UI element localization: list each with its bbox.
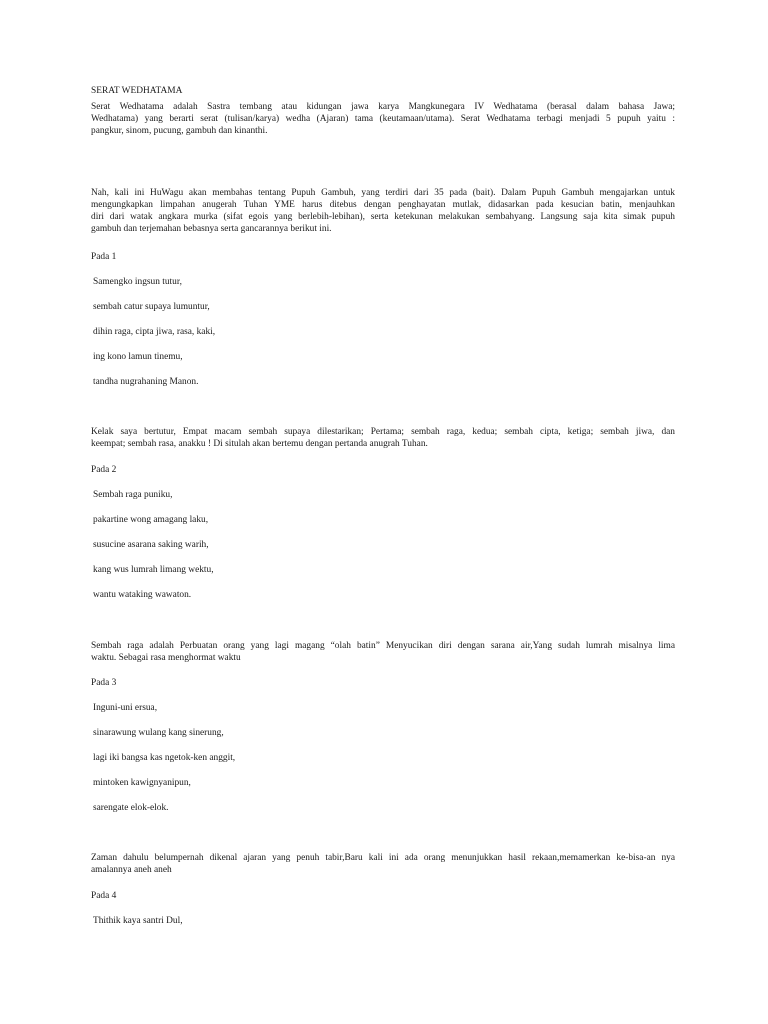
gambuh-intro-line: diri dari watak angkara murka (sifat egois yang berlebih-lebihan), serta ketekunan melakukan sembahyang. Langsung saja kita simak pupuh [91,212,675,222]
intro-line: Serat Wedhatama adalah Sastra tembang atau kidungan jawa karya Mangkunegara IV Wedhatama (berasal dalam bahasa Jawa; [91,102,675,112]
pada-heading: Pada 1 [91,252,117,262]
verse-line: tandha nugrahaning Manon. [93,377,199,387]
verse-line: wantu wataking wawaton. [93,590,192,600]
verse-line: dihin raga, cipta jiwa, rasa, kaki, [93,327,216,337]
verse-line: Thithik kaya santri Dul, [93,916,183,926]
explanation-line: waktu. Sebagai rasa menghormat waktu [91,653,241,663]
intro-line: Wedhatama) yang berarti serat (tulisan/karya) wedha (Ajaran) tama (keutamaan/utama). Serat Wedhatama terbagi menjadi 5 pupuh yaitu : [91,114,675,124]
gambuh-intro-paragraph [91,187,675,235]
explanation-line: Kelak saya bertutur, Empat macam sembah supaya dilestarikan; Pertama; sembah raga, kedua; sembah cipta, ketiga; sembah jiwa, dan [91,427,675,437]
verse-line: mintoken kawignyanipun, [93,778,191,788]
verse-line: kang wus lumrah limang wektu, [93,565,214,575]
verse-line: sembah catur supaya lumuntur, [93,302,210,312]
pada-explanation [91,640,675,664]
explanation-line: Zaman dahulu belumpernah dikenal ajaran yang penuh tabir,Baru kali ini ada orang menunjukkan hasil rekaan,memamerkan ke-bisa-an nya [91,853,675,863]
document-title: SERAT WEDHATAMA [91,86,183,96]
intro-line: pangkur, sinom, pucung, gambuh dan kinanthi. [91,126,268,136]
gambuh-intro-line: gambuh dan terjemahan bebasnya serta gancarannya berikut ini. [91,224,332,234]
verse-line: ing kono lamun tinemu, [93,352,183,362]
explanation-line: Sembah raga adalah Perbuatan orang yang lagi magang “olah batin” Menyucikan diri dengan sarana air,Yang sudah lumrah misalnya lima [91,641,675,651]
pada-explanation [91,852,675,876]
verse-line: pakartine wong amagang laku, [93,515,209,525]
pada-heading: Pada 4 [91,891,117,901]
verse-line: sinarawung wulang kang sinerung, [93,728,224,738]
intro-paragraph [91,101,675,137]
pada-heading: Pada 2 [91,465,117,475]
verse-line: susucine asarana saking warih, [93,540,209,550]
verse-line: Samengko ingsun tutur, [93,277,182,287]
verse-line: sarengate elok-elok. [93,803,169,813]
gambuh-intro-line: mengungkapkan limpahan anugerah Tuhan YME harus ditebus dengan penghayatan mutlak, didasarkan pada kesucian batin, menjauhkan [91,200,675,210]
pada-heading: Pada 3 [91,678,117,688]
verse-line: lagi iki bangsa kas ngetok-ken anggit, [93,753,236,763]
explanation-line: keempat; sembah rasa, anakku ! Di situlah akan bertemu dengan pertanda anugrah Tuhan. [91,439,428,449]
verse-line: Sembah raga puniku, [93,490,173,500]
document-page [91,0,675,1024]
verse-line: Inguni-uni ersua, [93,703,158,713]
pada-explanation [91,426,675,450]
gambuh-intro-line: Nah, kali ini HuWagu akan membahas tentang Pupuh Gambuh, yang terdiri dari 35 pada (bait). Dalam Pupuh Gambuh mengajarkan untuk [91,188,675,198]
explanation-line: amalannya aneh aneh [91,865,172,875]
